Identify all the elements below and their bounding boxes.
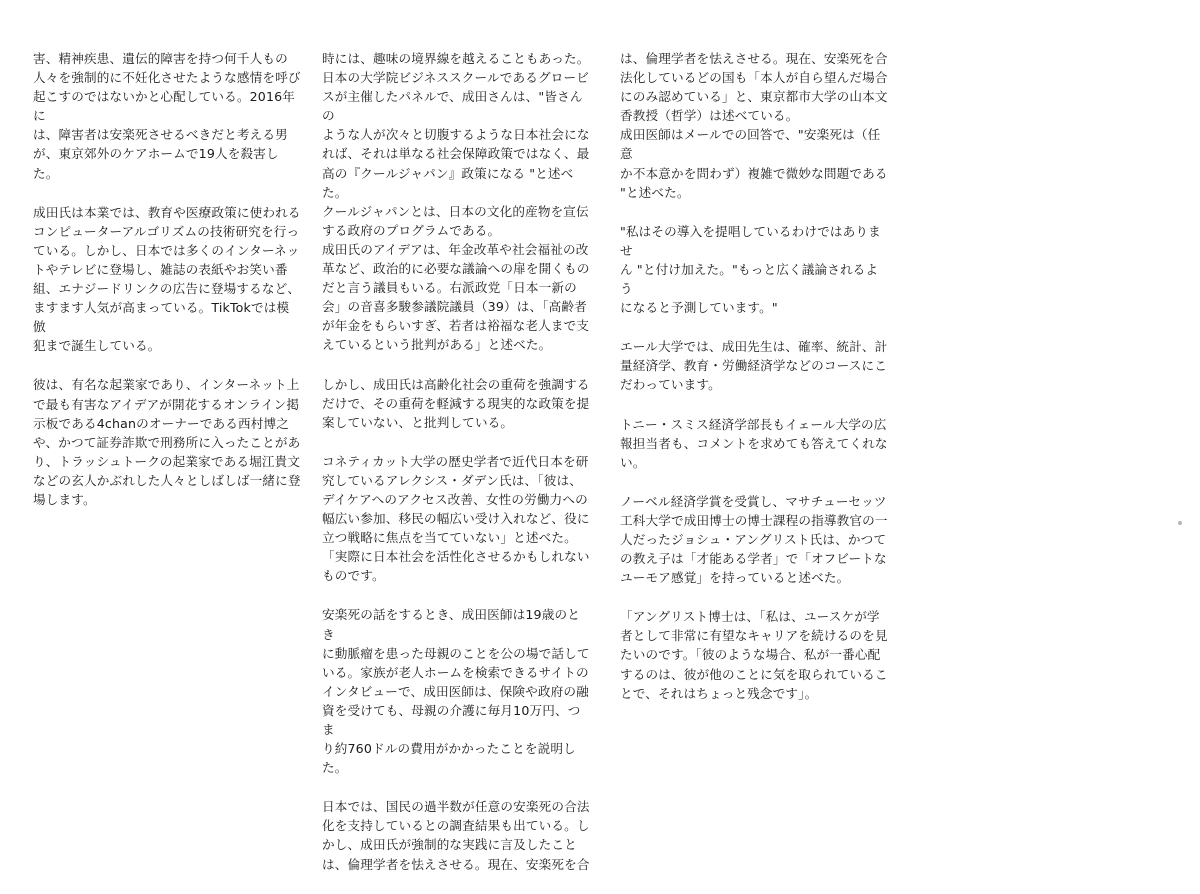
paragraph: 「アングリスト博士は、「私は、ユースケが学 者として非常に有望なキャリアを続けるのを見 たいのです。「彼のような場合、私が一番心配 するのは、彼が他のことに気を取られているこ とで、それはちょっと残念です」。: [620, 609, 888, 701]
stray-dot-mark: [1178, 521, 1182, 525]
paragraph: 日本では、国民の過半数が任意の安楽死の合法 化を支持しているとの調査結果も出ている。し かし、成田氏が強制的な実践に言及したこと は、倫理学者を怯えさせる。現在、安楽死を合: [322, 799, 590, 872]
paragraph: トニー・スミス経済学部長もイェール大学の広 報担当者も、コメントを求めても答えてくれな い。: [620, 416, 888, 470]
text-column-3: [620, 49, 888, 723]
text-column-1: [33, 49, 301, 529]
paragraph: しかし、成田氏は高齢化社会の重荷を強調する だけで、その重荷を軽減する現実的な政策を提 案していない、と批判している。: [322, 376, 590, 430]
text-column-2: [322, 49, 590, 894]
paragraph: は、倫理学者を怯えさせる。現在、安楽死を合 法化しているどの国も「本人が自ら望んだ場合 にのみ認めている」と、東京都市大学の山本文 香教授（哲学）は述べている。 成田医師はメールでの回答で、"安楽死は（任意 か不本意かを問わず）複雑で微妙な問題である "と述べた。: [620, 51, 888, 200]
paragraph: 害、精神疾患、遺伝的障害を持つ何千人もの 人々を強制的に不妊化させたような感情を呼び 起こすのではないかと心配している。2016年に は、障害者は安楽死させるべきだと考える男 が、東京郊外のケアホームで19人を殺害した。: [33, 51, 301, 181]
paragraph: コネティカット大学の歴史学者で近代日本を研 究しているアレクシス・ダデン氏は、「彼は、 デイケアへのアクセス改善、女性の労働力への 幅広い参加、移民の幅広い受け入れなど、役に 立つ戦略に焦点を当てていない」と述べた。 「実際に日本社会を活性化させるかもしれない ものです。: [322, 453, 590, 584]
paragraph: ノーベル経済学賞を受賞し、マサチューセッツ 工科大学で成田博士の博士課程の指導教官の一 人だったジョシュ・アングリスト氏は、かつて の教え子は「才能ある学者」で「オフビートな ユーモア感覚」を持っていると述べた。: [620, 493, 888, 586]
paragraph: 安楽死の話をするとき、成田医師は19歳のとき に動脈瘤を患った母親のことを公の場で話して いる。家族が老人ホームを検索できるサイトの インタビューで、成田医師は、保険や政府の融 資を受けても、母親の介護に毎月10万円、つま り約760ドルの費用がかかったことを説明した。: [322, 607, 590, 776]
paragraph: 彼は、有名な起業家であり、インターネット上 で最も有害なアイデアが開花するオンライン掲 示板である4chanのオーナーである西村博之 や、かつて証券詐欺で刑務所に入ったことがあ り、トラッシュトークの起業家である堀江貴文 などの玄人かぶれした人々としばしば一緒に登 場します。: [33, 377, 301, 507]
paragraph: "私はその導入を提唱しているわけではありませ ん "と付け加えた。"もっと広く議論されるよう になると予測しています。": [620, 223, 881, 316]
paragraph: エール大学では、成田先生は、確率、統計、計 量経済学、教育・労働経済学などのコースにこ だわっています。: [620, 339, 888, 393]
paragraph: 時には、趣味の境界線を越えることもあった。 日本の大学院ビジネススクールであるグロービ スが主催したパネルで、成田さんは、"皆さんの ような人が次々と切腹するような日本社会にな れば、それは単なる社会保障政策ではなく、最 高の『クールジャパン』政策になる "と述べた。 クールジャパンとは、日本の文化的産物を宣伝 する政府のプログラムである。 成田氏のアイデアは、年金改革や社会福祉の改 革など、政治的に必要な議論への扉を開くもの だと言う議員もいる。右派政党「日本一新の 会」の音喜多駿参議院議員（39）は、「高齢者 が年金をもらいすぎ、若者は裕福な老人まで支 えているという批判がある」と述べた。: [322, 51, 590, 353]
paragraph: 成田氏は本業では、教育や医療政策に使われる コンピューターアルゴリズムの技術研究を行っ ている。しかし、日本では多くのインターネッ トやテレビに登場し、雑誌の表紙やお笑い番 組、エナジードリンクの広告に登場するなど、 ますます人気が高まっている。TikTokでは模倣 犯まで誕生している。: [33, 204, 301, 354]
